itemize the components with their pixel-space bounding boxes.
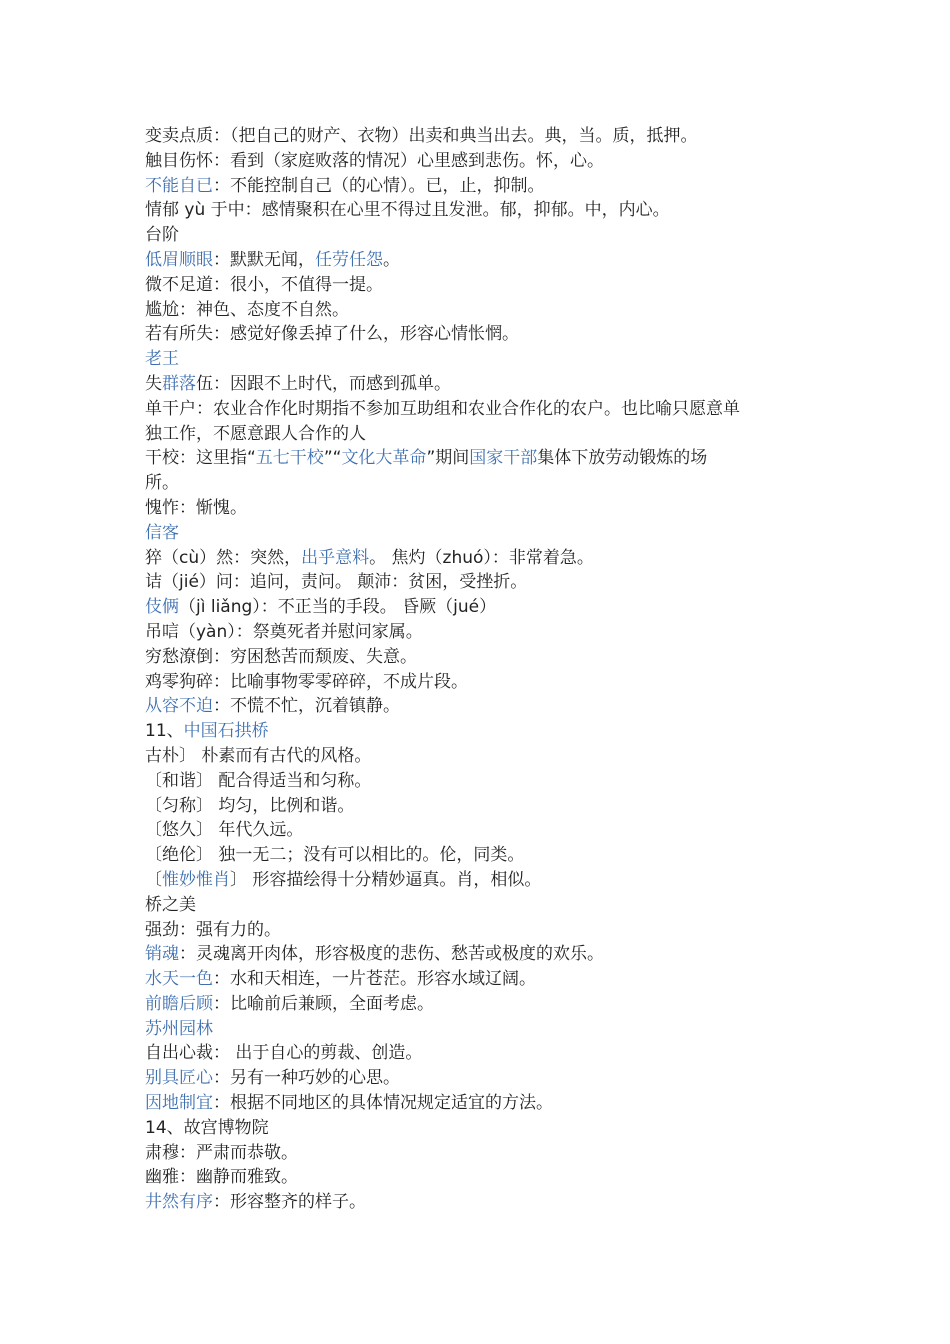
text-line bbox=[145, 298, 825, 323]
text-line bbox=[145, 843, 825, 868]
hyperlink[interactable]: 群落 bbox=[162, 373, 196, 394]
text-line bbox=[145, 1091, 825, 1116]
text-segment: （jì liǎng）：不正当的手段。 昏厥（jué） bbox=[179, 597, 497, 618]
text-segment: ：不能控制自己（的心情）。已，止，抑制。 bbox=[213, 175, 545, 196]
text-segment: 猝（cù）然：突然， bbox=[145, 547, 302, 568]
text-segment: 变卖点质：（把自己的财产、衣物）出卖和典当出去。典，当。质，抵押。 bbox=[145, 126, 698, 146]
text-segment: 吊唁（yàn）：祭奠死者并慰问家属。 bbox=[145, 621, 423, 642]
text-segment: ：不慌不忙，沉着镇静。 bbox=[213, 696, 400, 717]
text-line bbox=[145, 967, 825, 992]
text-line bbox=[145, 322, 825, 347]
hyperlink[interactable]: 前瞻后顾 bbox=[145, 993, 213, 1014]
text-line bbox=[145, 198, 825, 223]
text-segment: 幽雅：幽静而雅致。 bbox=[145, 1167, 298, 1188]
text-segment: 情郁 yù 于中：感情聚积在心里不得过且发泄。郁，抑郁。中，内心。 bbox=[145, 200, 670, 221]
text-segment: 台阶 bbox=[145, 225, 179, 246]
text-line bbox=[145, 942, 825, 967]
hyperlink[interactable]: 伎俩 bbox=[145, 597, 179, 618]
hyperlink[interactable]: 苏州园林 bbox=[145, 1018, 213, 1039]
text-line bbox=[145, 1165, 825, 1190]
text-line bbox=[145, 347, 825, 372]
text-line bbox=[145, 1017, 825, 1042]
text-line bbox=[145, 124, 825, 149]
text-line bbox=[145, 1066, 825, 1091]
text-segment: 集体下放劳动锻炼的场 bbox=[537, 448, 708, 469]
text-line bbox=[145, 1116, 825, 1141]
hyperlink[interactable]: 别具匠心 bbox=[145, 1068, 213, 1089]
hyperlink[interactable]: 信客 bbox=[145, 522, 179, 543]
text-line bbox=[145, 694, 825, 719]
text-segment: ：根据不同地区的具体情况规定适宜的方法。 bbox=[213, 1093, 553, 1114]
text-line bbox=[145, 595, 825, 620]
text-line bbox=[145, 1041, 825, 1066]
text-segment: 强劲：强有力的。 bbox=[145, 919, 281, 940]
hyperlink[interactable]: 出乎意料 bbox=[301, 547, 370, 568]
text-segment: 穷愁潦倒：穷困愁苦而颓废、失意。 bbox=[145, 646, 417, 667]
document-body bbox=[145, 124, 825, 1215]
text-segment: 触目伤怀：看到（家庭败落的情况）心里感到悲伤。怀，心。 bbox=[145, 150, 604, 171]
text-line bbox=[145, 273, 825, 298]
text-segment: 所。 bbox=[145, 473, 179, 494]
text-segment: 失 bbox=[145, 373, 162, 394]
text-segment: ：水和天相连，一片苍茫。形容水域辽阔。 bbox=[213, 969, 536, 990]
text-line bbox=[145, 223, 825, 248]
hyperlink[interactable]: 因地制宜 bbox=[145, 1093, 213, 1114]
text-line bbox=[145, 719, 825, 744]
hyperlink[interactable]: 文化大革命 bbox=[341, 448, 427, 469]
text-segment: 古朴〕 朴素而有古代的风格。 bbox=[145, 745, 372, 766]
text-line bbox=[145, 174, 825, 199]
text-line bbox=[145, 248, 825, 273]
hyperlink[interactable]: 五七干校 bbox=[255, 448, 324, 469]
text-line bbox=[145, 992, 825, 1017]
text-segment: ：灵魂离开肉体，形容极度的悲伤、愁苦或极度的欢乐。 bbox=[179, 944, 604, 965]
text-line bbox=[145, 496, 825, 521]
hyperlink[interactable]: 惟妙惟肖 bbox=[162, 869, 230, 890]
text-line bbox=[145, 397, 825, 422]
text-segment: 自出心裁： 出于自心的剪裁、创造。 bbox=[145, 1043, 423, 1064]
text-segment: ”“ bbox=[323, 448, 342, 469]
text-line bbox=[145, 769, 825, 794]
text-segment: 。 焦灼（zhuó）：非常着急。 bbox=[369, 547, 594, 568]
hyperlink[interactable]: 国家干部 bbox=[469, 448, 538, 469]
text-segment: 伍：因跟不上时代，而感到孤单。 bbox=[196, 373, 451, 394]
text-segment: ”期间 bbox=[426, 448, 470, 469]
text-segment: ：形容整齐的样子。 bbox=[213, 1192, 366, 1213]
text-segment: 11、 bbox=[145, 721, 184, 742]
text-line bbox=[145, 446, 825, 471]
text-line bbox=[145, 620, 825, 645]
text-line bbox=[145, 794, 825, 819]
text-line bbox=[145, 372, 825, 397]
hyperlink[interactable]: 中国石拱桥 bbox=[183, 721, 269, 742]
text-segment: ：默默无闻， bbox=[213, 249, 315, 270]
hyperlink[interactable]: 低眉顺眼 bbox=[145, 249, 213, 270]
text-line bbox=[145, 670, 825, 695]
text-line bbox=[145, 521, 825, 546]
text-segment: 诘（jié）问：追问，责问。 颠沛：贫困，受挫折。 bbox=[145, 572, 528, 593]
text-line bbox=[145, 1141, 825, 1166]
text-segment: 微不足道：很小，不值得一提。 bbox=[145, 274, 383, 295]
text-segment: 14、故宫博物院 bbox=[145, 1117, 269, 1138]
text-line bbox=[145, 149, 825, 174]
text-line bbox=[145, 570, 825, 595]
text-segment: 尴尬：神色、态度不自然。 bbox=[145, 299, 349, 320]
text-line bbox=[145, 422, 825, 447]
text-line bbox=[145, 744, 825, 769]
text-line bbox=[145, 1190, 825, 1215]
text-line bbox=[145, 645, 825, 670]
hyperlink[interactable]: 老王 bbox=[145, 349, 179, 370]
text-segment: 单干户：农业合作化时期指不参加互助组和农业合作化的农户。也比喻只愿意单 bbox=[145, 398, 740, 419]
hyperlink[interactable]: 不能自已 bbox=[145, 175, 213, 196]
text-segment: 〔 bbox=[145, 869, 162, 890]
hyperlink[interactable]: 井然有序 bbox=[145, 1192, 213, 1213]
text-segment: 〔绝伦〕 独一无二；没有可以相比的。伦，同类。 bbox=[145, 845, 525, 866]
text-segment: 。 bbox=[383, 249, 400, 270]
text-segment: 干校：这里指“ bbox=[145, 448, 256, 469]
text-segment: ：另有一种巧妙的心思。 bbox=[213, 1068, 400, 1089]
text-segment: 〔和谐〕 配合得适当和匀称。 bbox=[145, 770, 372, 791]
text-line bbox=[145, 546, 825, 571]
text-segment: 〕 形容描绘得十分精妙逼真。肖，相似。 bbox=[230, 869, 542, 890]
text-segment: 肃穆：严肃而恭敬。 bbox=[145, 1142, 298, 1163]
text-segment: 〔匀称〕 均匀，比例和谐。 bbox=[145, 795, 355, 816]
hyperlink[interactable]: 任劳任怨 bbox=[315, 249, 383, 270]
text-segment: 桥之美 bbox=[145, 894, 196, 915]
text-segment: ：比喻前后兼顾，全面考虑。 bbox=[213, 993, 434, 1014]
text-line bbox=[145, 471, 825, 496]
text-line bbox=[145, 818, 825, 843]
hyperlink[interactable]: 销魂 bbox=[145, 944, 179, 965]
hyperlink[interactable]: 水天一色 bbox=[145, 969, 213, 990]
text-segment: 愧怍：惭愧。 bbox=[145, 497, 247, 518]
text-segment: 若有所失：感觉好像丢掉了什么，形容心情怅惘。 bbox=[145, 324, 519, 345]
text-line bbox=[145, 918, 825, 943]
text-segment: 〔悠久〕 年代久远。 bbox=[145, 820, 304, 841]
text-segment: 鸡零狗碎：比喻事物零零碎碎，不成片段。 bbox=[145, 671, 468, 692]
text-line bbox=[145, 868, 825, 893]
text-line bbox=[145, 893, 825, 918]
hyperlink[interactable]: 从容不迫 bbox=[145, 696, 213, 717]
text-segment: 独工作，不愿意跟人合作的人 bbox=[145, 423, 366, 444]
